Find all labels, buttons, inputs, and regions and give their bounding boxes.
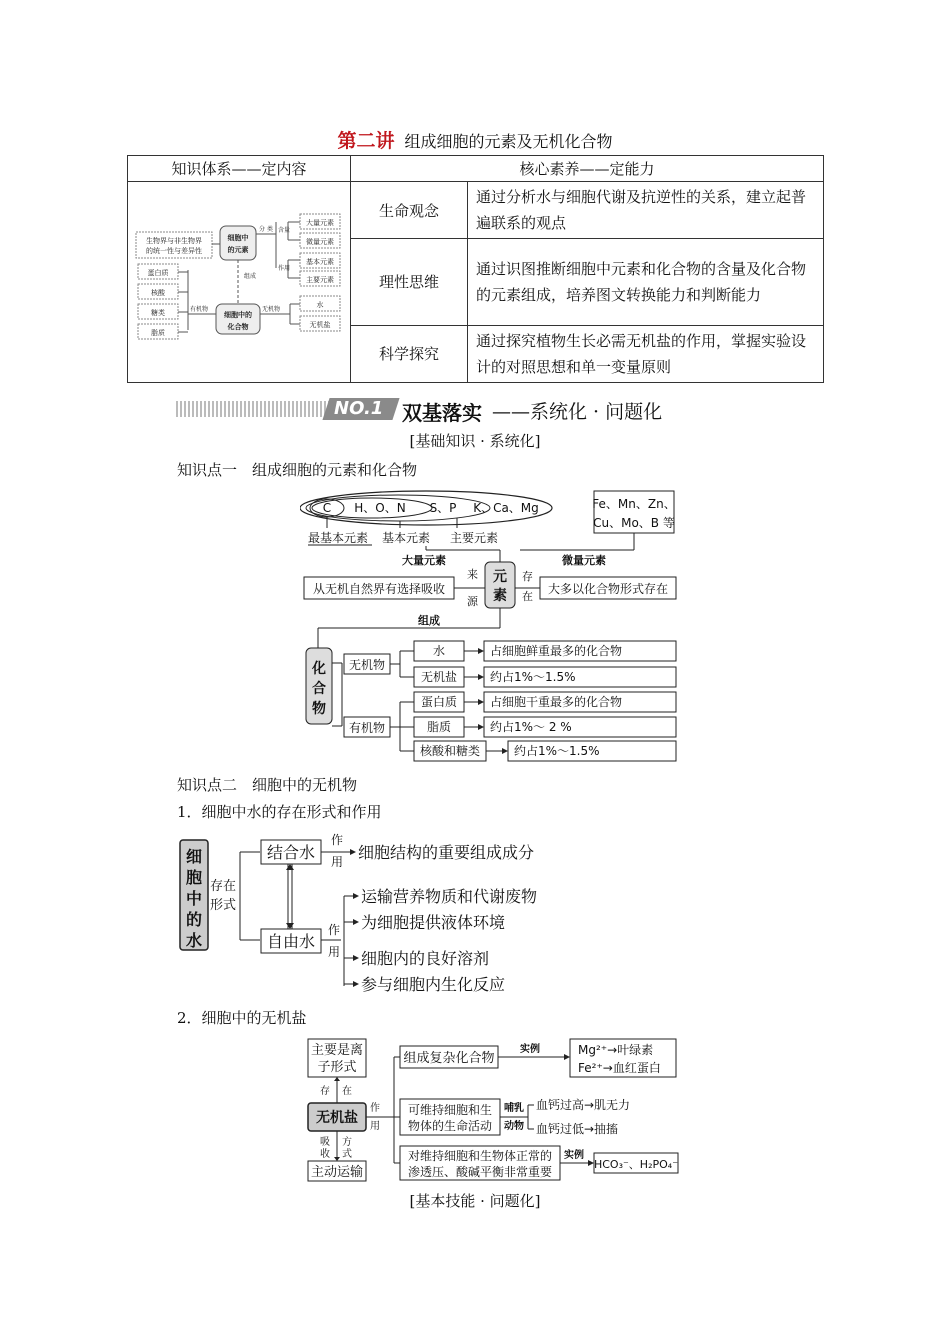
free-water-function: 参与细胞内生化反应 [361, 975, 506, 994]
trace-line1: Fe、Mn、Zn、 [592, 497, 676, 511]
trace-line2: Cu、Mo、B 等 [593, 516, 675, 530]
mini-left-box-line2: 的统一性与差异性 [146, 247, 202, 255]
yuan-char: 源 [467, 595, 478, 608]
mini-center-top [220, 226, 256, 260]
element-char-2: 素 [493, 588, 507, 604]
mini-left-2: 糖类 [151, 309, 165, 317]
mini-right-3: 主要元素 [306, 276, 334, 284]
salt-label: 无机盐 [316, 1110, 358, 1126]
lecture-number: 第二讲 [337, 130, 395, 152]
label-basic: 基本元素 [382, 531, 431, 545]
compound-char-1: 化 [312, 661, 326, 677]
mini-left-box-line1: 生物界与非生物界 [146, 237, 202, 245]
free-yong: 用 [328, 945, 341, 959]
element-kcamg: K、Ca、Mg [473, 501, 539, 515]
mini-hanliang: 含量 [278, 227, 291, 234]
mini-youjiwu: 有机物 [190, 306, 209, 313]
water-char-3: 中 [185, 889, 203, 908]
overview-head-right: 核心素养——定能力 [351, 156, 824, 182]
water-char-2: 胞 [185, 868, 203, 887]
fn3-line2: 渗透压、酸碱平衡非常重要 [407, 1165, 553, 1179]
fn2-line2: 物体的生命活动 [407, 1119, 493, 1133]
salt-form-1: 主要是离 [310, 1043, 364, 1058]
mini-center-top-1: 细胞中 [227, 234, 249, 242]
subheading-water: 1．细胞中水的存在形式和作用 [177, 803, 382, 821]
literacy-text-0: 通过分析水与细胞代谢及抗逆性的关系，建立起普遍联系的观点 [468, 182, 824, 239]
salt-fang: 方 [342, 1137, 352, 1148]
literacy-label-2: 科学探究 [351, 325, 468, 382]
bound-zuo: 作 [331, 833, 344, 847]
element-c: C [322, 501, 332, 515]
compound-desc: 占细胞鲜重最多的化合物 [490, 644, 623, 658]
overview-head-left: 知识体系——定内容 [128, 156, 351, 182]
label-most-basic: 最基本元素 [308, 531, 369, 545]
zucheng-label: 组成 [418, 614, 440, 627]
compound-name: 水 [432, 644, 446, 658]
knowledge-point-2: 知识点二 细胞中的无机物 [177, 776, 358, 794]
element-hon: H、O、N [354, 501, 406, 515]
active-transport-label: 主动运输 [310, 1165, 364, 1180]
free-water-label: 自由水 [266, 932, 316, 951]
zai-char: 在 [522, 590, 533, 603]
bound-function: 细胞结构的重要组成成分 [358, 843, 535, 862]
compound-desc: 占细胞干重最多的化合物 [490, 695, 623, 709]
mini-zucheng-1: 组成 [244, 273, 257, 280]
mini-right-lower-1: 无机盐 [309, 321, 331, 329]
banner-main: 双基落实 [402, 401, 482, 425]
knowledge-mini-diagram [128, 182, 351, 383]
fe-example: Fe²⁺→血红蛋白 [578, 1061, 661, 1075]
water-cunzai: 存在 [210, 879, 237, 894]
compound-desc: 约占1%～1.5% [514, 744, 600, 758]
dongwu: 动物 [504, 1121, 524, 1132]
shili-1: 实例 [520, 1044, 540, 1055]
mini-right-lower-0: 水 [316, 301, 324, 309]
compound-name: 脂质 [426, 720, 452, 734]
literacy-text-2: 通过探究植物生长必需无机盐的作用，掌握实验设计的对照思想和单一变量原则 [468, 325, 824, 382]
salt-zai: 在 [342, 1086, 352, 1097]
mini-right-1: 微量元素 [306, 238, 334, 246]
salt-xi: 吸 [320, 1137, 330, 1148]
compound-name: 蛋白质 [420, 695, 458, 709]
lecture-title: 组成细胞的元素及无机化合物 [404, 132, 613, 151]
salt-shou: 收 [320, 1149, 330, 1160]
basic-knowledge-heading: [基础知识 · 系统化] [409, 432, 541, 450]
knowledge-point-1: 知识点一 组成细胞的元素和化合物 [177, 461, 418, 479]
fn2-line1: 可维持细胞和生 [407, 1103, 493, 1117]
banner-sub: ——系统化 · 问题化 [492, 401, 663, 423]
banner-stripes [176, 401, 331, 417]
compound-char-2: 合 [312, 681, 326, 697]
literacy-label-0: 生命观念 [351, 182, 468, 239]
element-char-1: 元 [493, 569, 507, 585]
overview-table [127, 155, 824, 383]
salt-diagram [306, 1037, 686, 1185]
elements-compounds-diagram [300, 488, 685, 764]
ions-label: HCO₃⁻、H₂PO₄⁻ [593, 1158, 679, 1171]
fn1-label: 组成复杂化合物 [403, 1051, 495, 1066]
free-zuo: 作 [328, 923, 341, 937]
banner-no: NO.1 [334, 398, 384, 419]
mini-wujiwu: 无机物 [262, 306, 281, 313]
bound-water-label: 结合水 [266, 843, 316, 862]
mini-diagram-svg [128, 182, 350, 382]
mini-zuoyong: 作用 [278, 265, 291, 272]
shili-2: 实例 [564, 1150, 584, 1161]
compound-name: 核酸和糖类 [419, 744, 481, 758]
ca-low: 血钙过低→抽搐 [536, 1122, 619, 1136]
salt-zuo: 作 [370, 1103, 380, 1114]
water-char-5: 水 [185, 931, 203, 950]
cun-char: 存 [522, 570, 533, 583]
mg-example: Mg²⁺→叶绿素 [578, 1043, 654, 1057]
subheading-salt: 2．细胞中的无机盐 [177, 1009, 307, 1027]
free-water-function: 为细胞提供液体环境 [361, 913, 506, 932]
exist-text: 大多以化合物形式存在 [547, 582, 669, 596]
salt-cun: 存 [320, 1086, 330, 1097]
mini-center-bottom-1: 细胞中的 [224, 311, 252, 319]
literacy-label-1: 理性思维 [351, 239, 468, 325]
compound-char-3: 物 [312, 701, 326, 717]
mini-lei: 类 [267, 226, 274, 233]
salt-form-2: 子形式 [317, 1060, 357, 1075]
mini-right-0: 大量元素 [306, 219, 334, 227]
organic-label: 有机物 [348, 721, 386, 735]
lai-char: 来 [467, 568, 478, 581]
ca-high: 血钙过高→肌无力 [536, 1098, 631, 1112]
page-title [0, 126, 950, 153]
mini-right-2: 基本元素 [306, 258, 334, 266]
compound-desc: 约占1%～1.5% [490, 670, 576, 684]
water-diagram [178, 832, 578, 998]
inorganic-label: 无机物 [348, 658, 386, 672]
fn3-line1: 对维持细胞和生物体正常的 [407, 1149, 553, 1163]
compound-name: 无机盐 [420, 670, 458, 684]
compound-desc: 约占1%～ 2 % [490, 720, 572, 734]
literacy-text-1: 通过识图推断细胞中元素和化合物的含量及化合物的元素组成，培养图文转换能力和判断能力 [468, 239, 824, 325]
mini-center-bottom-2: 化合物 [227, 323, 249, 331]
free-water-function: 细胞内的良好溶剂 [361, 949, 490, 968]
mini-left-1: 核酸 [151, 289, 165, 297]
water-char-1: 细 [185, 847, 203, 866]
water-xingshi: 形式 [210, 898, 237, 913]
salt-shi: 式 [342, 1149, 352, 1160]
buru: 哺乳 [504, 1103, 524, 1114]
free-water-function: 运输营养物质和代谢废物 [361, 887, 538, 906]
mini-left-3: 脂质 [151, 329, 165, 337]
basic-skill-heading: [基本技能 · 问题化] [409, 1192, 541, 1210]
mini-left-0: 蛋白质 [147, 269, 169, 277]
label-micro: 微量元素 [562, 554, 606, 567]
source-text: 从无机自然界有选择吸收 [312, 582, 446, 596]
element-sp: S、P [429, 501, 457, 515]
salt-yong: 用 [370, 1121, 380, 1132]
mini-center-top-2: 的元素 [227, 246, 249, 254]
bound-yong: 用 [331, 855, 344, 869]
label-macro: 大量元素 [402, 554, 446, 567]
label-main: 主要元素 [450, 531, 499, 545]
section-banner [176, 397, 686, 423]
water-char-4: 的 [185, 910, 203, 929]
mini-fen: 分 [259, 226, 266, 233]
